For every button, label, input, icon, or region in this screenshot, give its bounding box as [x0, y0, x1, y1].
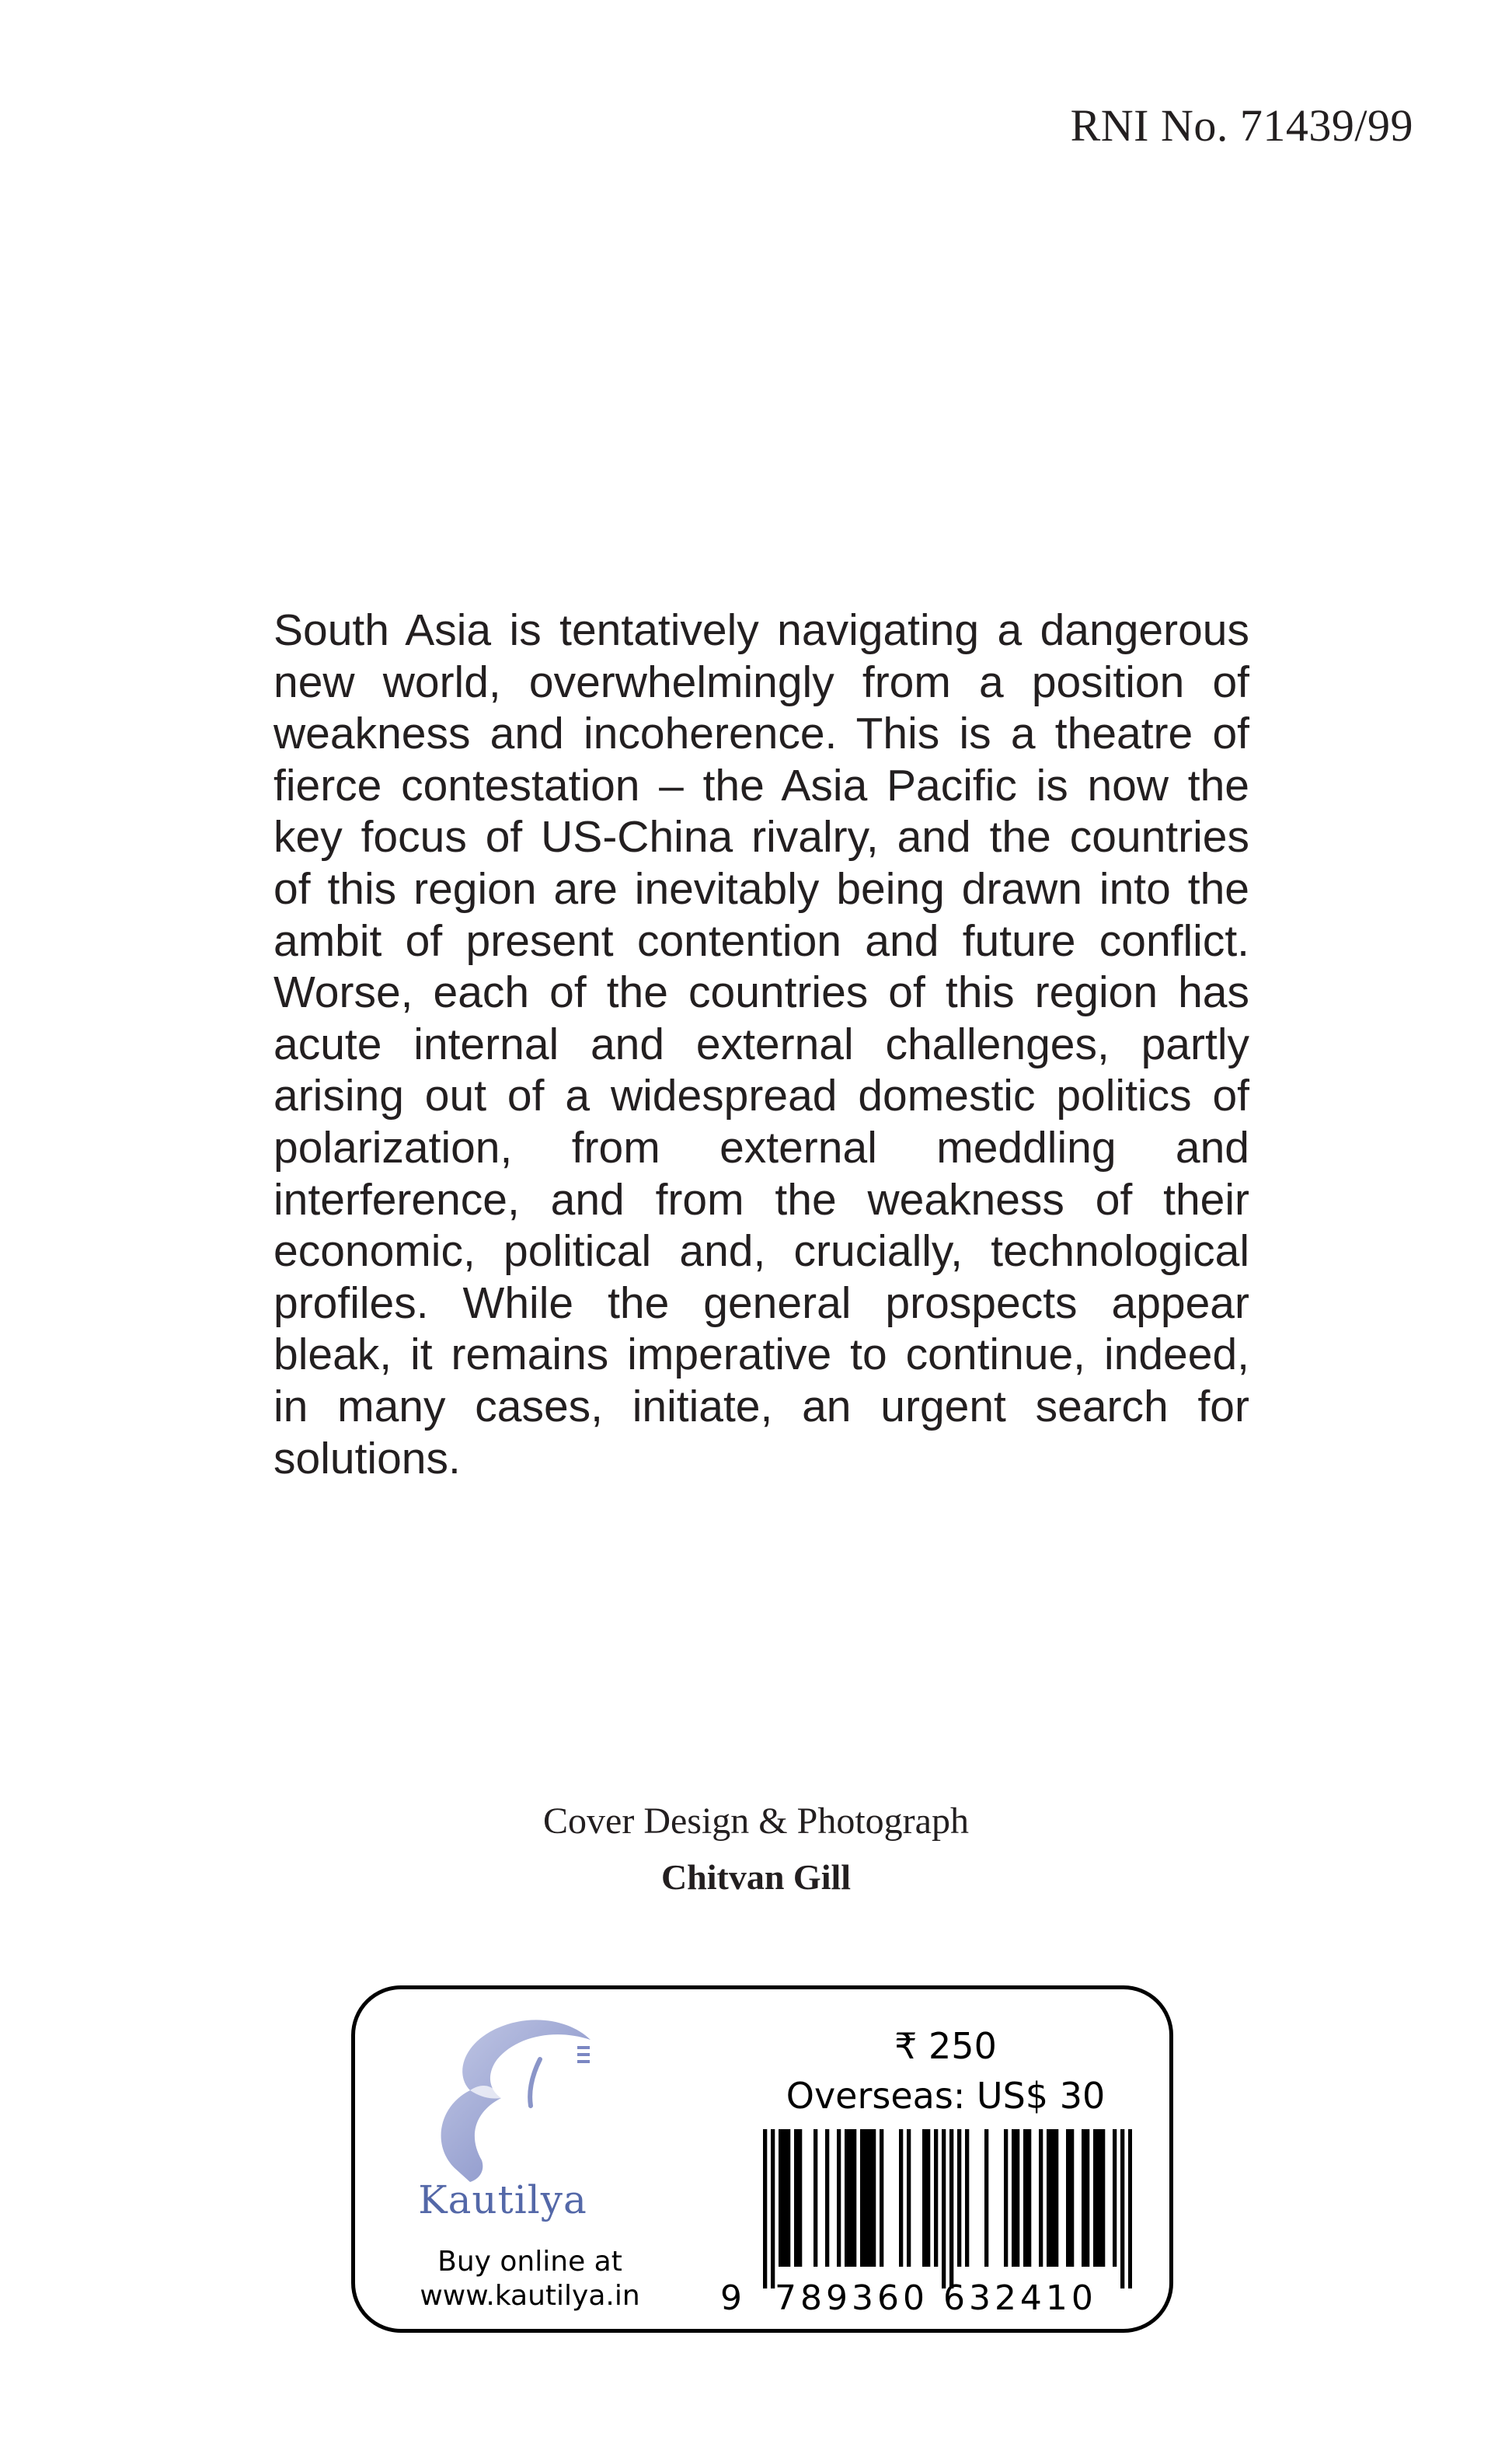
barcode-bar — [1027, 2129, 1031, 2267]
barcode-bar — [922, 2129, 926, 2267]
barcode-bar — [872, 2129, 876, 2267]
barcode-bar — [782, 2129, 786, 2267]
barcode-bar — [825, 2129, 829, 2267]
rni-number: RNI No. 71439/99 — [1070, 100, 1413, 151]
isbn-digits — [720, 2278, 1140, 2317]
barcode-bar — [1012, 2129, 1016, 2267]
isbn-barcode — [763, 2129, 1132, 2288]
barcode-bar — [1047, 2129, 1050, 2267]
price-inr: ₹ 250 — [894, 2025, 997, 2067]
barcode-bar — [880, 2129, 883, 2267]
barcode-bar — [1070, 2129, 1074, 2267]
barcode-bar — [1113, 2129, 1117, 2267]
barcode-bar — [907, 2129, 911, 2267]
barcode-bar — [864, 2129, 868, 2267]
barcode-bar — [1085, 2129, 1089, 2267]
barcode-bar — [942, 2129, 946, 2288]
barcode-bar — [1054, 2129, 1058, 2267]
barcode-bar — [984, 2129, 988, 2267]
barcode-bar — [771, 2129, 775, 2288]
isbn-rest: 789360 632410 — [775, 2278, 1097, 2318]
publisher-website[interactable]: www.kautilya.in — [420, 2280, 640, 2312]
barcode-bar — [1004, 2129, 1008, 2267]
price-overseas: Overseas: US$ 30 — [786, 2075, 1106, 2117]
barcode-bar — [957, 2129, 961, 2267]
barcode-bar — [848, 2129, 852, 2267]
barcode-bar — [837, 2129, 841, 2267]
cover-credit-name: Chitvan Gill — [660, 1857, 852, 1897]
cover-credit-label: Cover Design & Photograph — [543, 1800, 969, 1842]
barcode-bar — [860, 2129, 864, 2267]
barcode-bar — [798, 2129, 802, 2267]
price-barcode-box — [351, 1985, 1173, 2333]
publisher-name: Kautilya — [418, 2177, 587, 2222]
barcode-bar — [1039, 2129, 1043, 2267]
barcode-bar — [934, 2129, 938, 2267]
barcode-bar — [813, 2129, 817, 2267]
barcode-bar — [1016, 2129, 1019, 2267]
barcode-bar — [1120, 2129, 1124, 2288]
barcode-bar — [845, 2129, 848, 2267]
barcode-bar — [1101, 2129, 1105, 2267]
barcode-bar — [763, 2129, 767, 2288]
barcode-bar — [949, 2129, 953, 2288]
buy-online-label: Buy online at — [437, 2246, 622, 2278]
barcode-bar — [779, 2129, 782, 2267]
barcode-bar — [786, 2129, 790, 2267]
barcode-bar — [868, 2129, 872, 2267]
barcode-bar — [1093, 2129, 1097, 2267]
barcode-bar — [1066, 2129, 1070, 2267]
barcode-bar — [1023, 2129, 1027, 2267]
barcode-bar — [965, 2129, 969, 2267]
barcode-bar — [852, 2129, 856, 2267]
barcode-bar — [926, 2129, 930, 2267]
barcode-bar — [1050, 2129, 1054, 2267]
barcode-bar — [1128, 2129, 1132, 2288]
barcode-bar — [794, 2129, 798, 2267]
isbn-prefix: 9 — [720, 2278, 742, 2318]
barcode-bar — [1097, 2129, 1101, 2267]
barcode-bar — [899, 2129, 903, 2267]
blurb-paragraph: South Asia is tentatively navigating a dangerous new world, overwhelmingly from a position of weakness and incoherence. This is a theatre of fierce contestation – the Asia Pacific is now the key focus of US-China rivalry, and the countries of this region are inevitably being drawn into the ambit of present contention and future conflict. Worse, each of the countries of this region has acute internal and external challenges, partly arising out of a widespread domestic politics of polarization, from external meddling and interference, and from the weakness of their economic, political and, crucially, technological profiles. While the general prospects appear bleak, it remains imperative to continue, indeed, in many cases, initiate, an urgent search for solutions. — [273, 605, 1249, 1483]
barcode-bar — [1082, 2129, 1085, 2267]
